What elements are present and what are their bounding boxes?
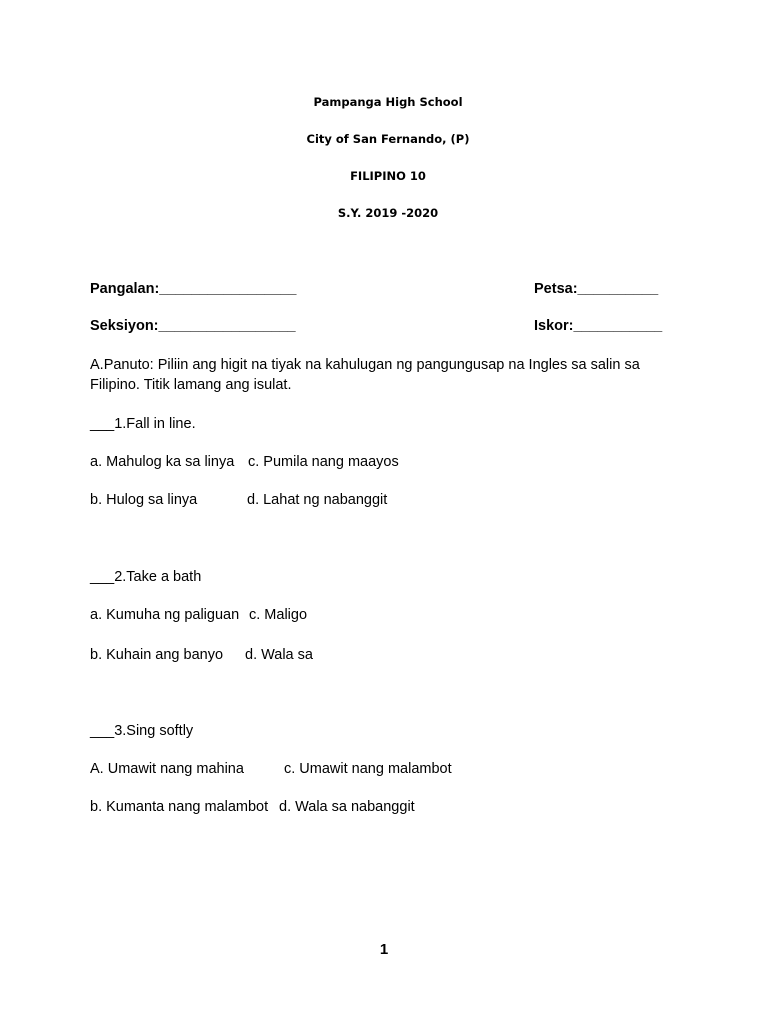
date-field: Petsa:__________ xyxy=(534,281,659,297)
question-1-choice-d: d. Lahat ng nabanggit xyxy=(247,492,388,508)
question-3-choice-c: c. Umawit nang malambot xyxy=(284,761,452,777)
question-2-choice-a: a. Kumuha ng paliguan xyxy=(90,607,240,623)
school-city: City of San Fernando, (P) xyxy=(306,132,470,146)
question-3-choice-b: b. Kumanta nang malambot xyxy=(90,799,269,815)
question-3-choice-d: d. Wala sa nabanggit xyxy=(279,799,415,815)
question-1-choice-b: b. Hulog sa linya xyxy=(90,492,198,508)
instructions: A.Panuto: Piliin ang higit na tiyak na kahulugan ng pangungusap na Ingles sa salin sa Filipino. Titik lamang ang isulat. xyxy=(90,357,640,393)
question-2-choice-d: d. Wala sa xyxy=(245,647,313,663)
school-year: S.Y. 2019 -2020 xyxy=(337,206,439,220)
page-number: 1 xyxy=(379,941,389,958)
question-1-choice-a: a. Mahulog ka sa linya xyxy=(90,454,235,470)
section-field: Seksiyon:_________________ xyxy=(90,318,296,334)
subject-title: FILIPINO 10 xyxy=(350,169,426,183)
school-name: Pampanga High School xyxy=(313,95,463,109)
question-1-stem: ___1.Fall in line. xyxy=(90,416,196,432)
question-2-choice-b: b. Kuhain ang banyo xyxy=(90,647,224,663)
question-1-choice-c: c. Pumila nang maayos xyxy=(248,454,399,470)
name-field: Pangalan:_________________ xyxy=(90,281,297,297)
question-2-stem: ___2.Take a bath xyxy=(90,569,202,585)
question-2-choice-c: c. Maligo xyxy=(249,607,308,623)
question-3-stem: ___3.Sing softly xyxy=(90,723,194,739)
score-field: Iskor:___________ xyxy=(534,318,663,334)
question-3-choice-a: A. Umawit nang mahina xyxy=(90,761,244,777)
